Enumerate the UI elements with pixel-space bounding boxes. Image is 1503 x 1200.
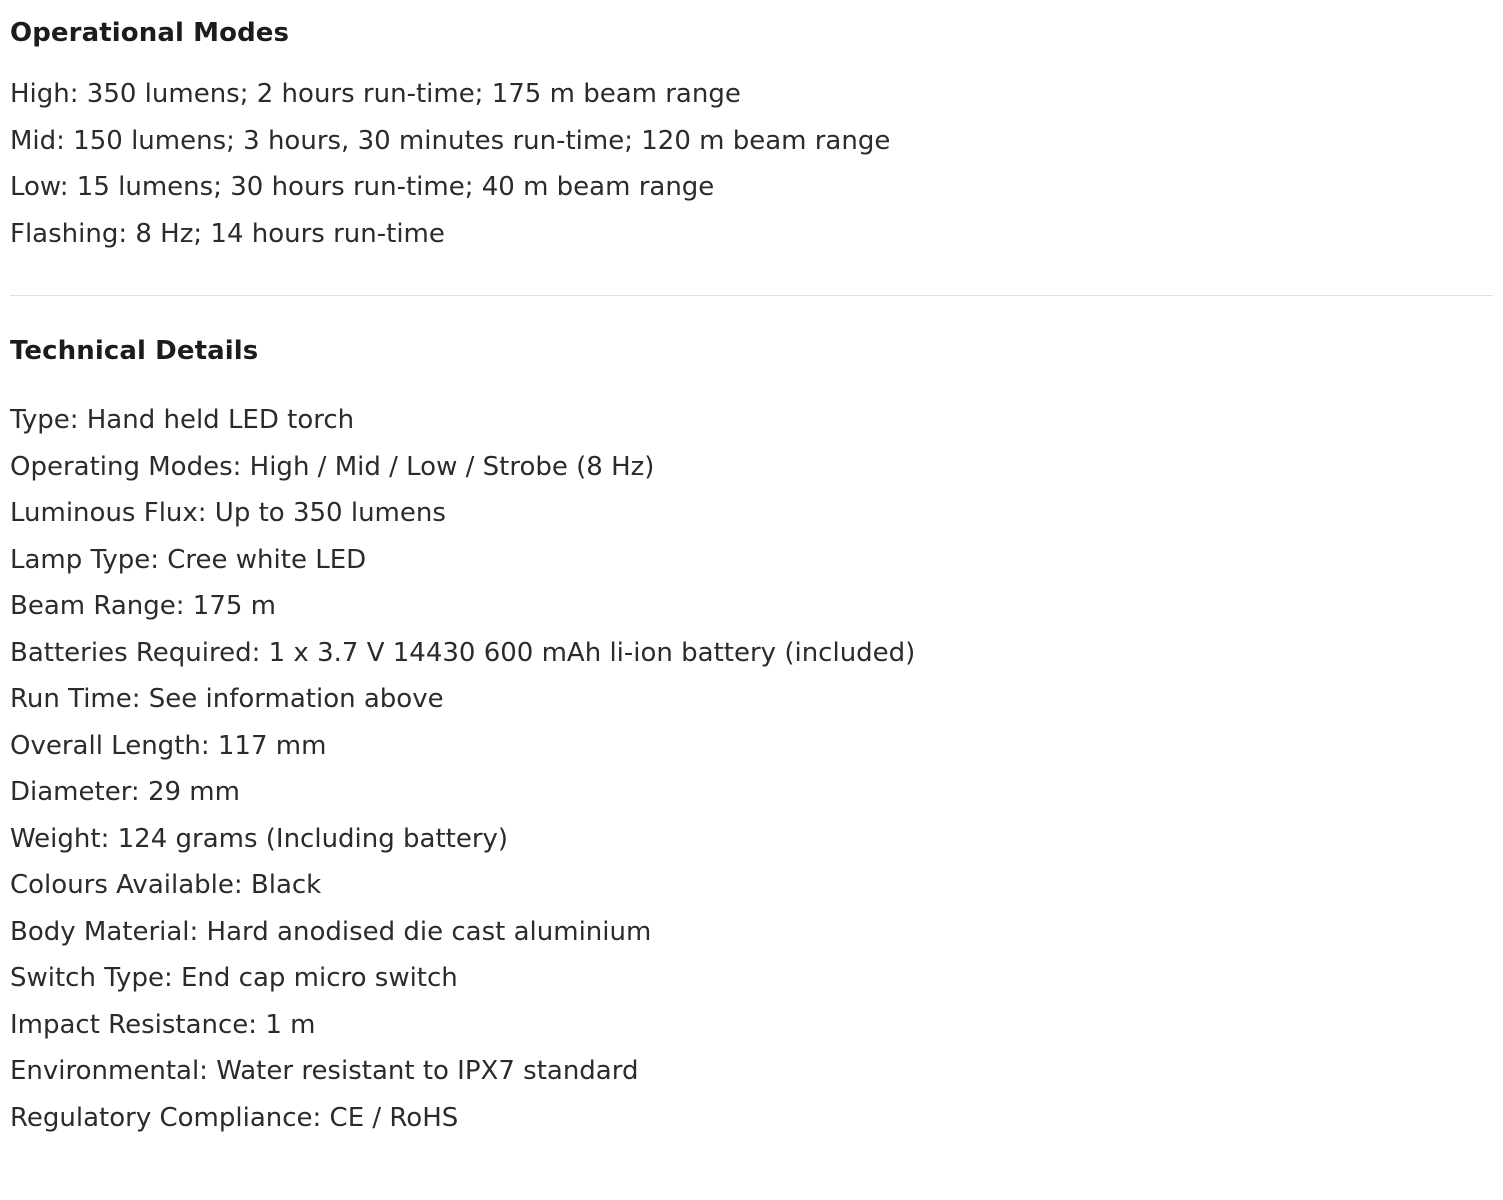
spec-line: Environmental: Water resistant to IPX7 standard	[10, 1056, 639, 1087]
spec-line: Luminous Flux: Up to 350 lumens	[10, 498, 446, 529]
layout-spacer	[10, 296, 1493, 336]
operational-modes-section	[10, 18, 1493, 257]
operational-modes-heading: Operational Modes	[10, 18, 290, 48]
spec-line: Mid: 150 lumens; 3 hours, 30 minutes run-time; 120 m beam range	[10, 125, 891, 156]
spec-line: Regulatory Compliance: CE / RoHS	[10, 1102, 459, 1133]
spec-line: Operating Modes: High / Mid / Low / Strobe (8 Hz)	[10, 451, 655, 482]
technical-details-heading: Technical Details	[10, 336, 259, 367]
spec-line: Lamp Type: Cree white LED	[10, 544, 367, 575]
spec-line: Type: Hand held LED torch	[10, 405, 355, 436]
spec-line: Switch Type: End cap micro switch	[10, 963, 458, 994]
spec-line: Weight: 124 grams (Including battery)	[10, 823, 509, 854]
spec-line: Diameter: 29 mm	[10, 777, 240, 808]
spec-line: Run Time: See information above	[10, 684, 444, 715]
spec-line: Flashing: 8 Hz; 14 hours run-time	[10, 218, 445, 249]
technical-details-list	[10, 397, 1493, 1141]
spec-line: Beam Range: 175 m	[10, 591, 277, 622]
spec-line: Colours Available: Black	[10, 870, 322, 901]
spec-line: Impact Resistance: 1 m	[10, 1009, 316, 1040]
spec-line: Batteries Required: 1 x 3.7 V 14430 600 mAh li-ion battery (included)	[10, 637, 916, 668]
spec-line: High: 350 lumens; 2 hours run-time; 175 m beam range	[10, 79, 741, 110]
operational-modes-list	[10, 71, 1493, 257]
spec-line: Overall Length: 117 mm	[10, 730, 327, 761]
spec-line: Body Material: Hard anodised die cast aluminium	[10, 916, 652, 947]
spec-line: Low: 15 lumens; 30 hours run-time; 40 m beam range	[10, 172, 715, 203]
technical-details-section	[10, 336, 1493, 1141]
